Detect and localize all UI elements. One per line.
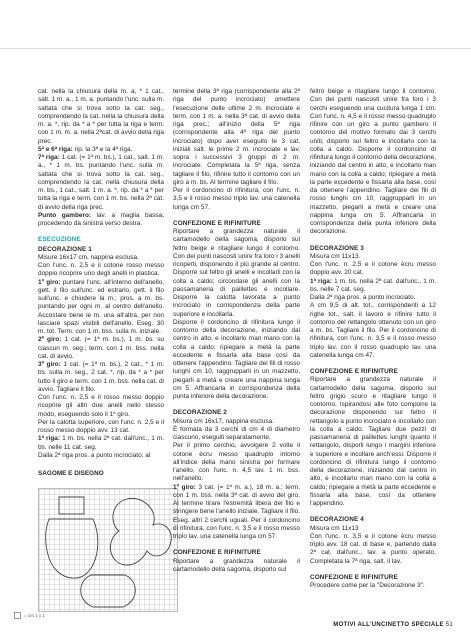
header-rule	[0, 48, 471, 49]
paragraph: Con l'unc. n. 2,5 e il cotone rosso messo doppio ricoprire uno degli anelli in plastica.	[38, 262, 164, 278]
paragraph: 1º giro: 3 cat. (= 1ª m. a.), 18 m. a.; term. con 1 m. bss. nella 3ª cat. di avvio del giro. Al termine tirare l'estremità libera del filo e stringere bene l'anello iniziale. Tagliare il filo. Eseg. altri 2 cerchi uguali. Per il cordoncino di rifinitura, con l'unc. n. 3,5 e il rosso messo triplo lav. una catenella lunga cm 57.	[173, 483, 300, 540]
paragraph: Riportare a grandezza naturale il cartamodello della sagoma, disporlo sul feltro grigio scuro e ritagliare lungo il contorno. Ispirandosi alle foto comporre la decorazione disponendo sul feltro il rettangolo a punto incrociato e incollarlo con la colla a caldo. Tagliare due pezzi di passamaneria di paillettes lunghi quanto il rettangolo, disporli lungo i margini inferiore e superiore e incollare anch'essi. Disporre il cordoncino di rifinitura lungo il contorno della decorazione, iniziando dal centro in alto, e incollarlo man mano con la colla a caldo; ripiegare a metà la parte eccedente e fissarla alla base, così da ottenere l'appendino.	[310, 376, 436, 507]
row-label: 1º giro:	[38, 278, 61, 286]
column-1	[38, 88, 164, 612]
column-3	[310, 88, 436, 590]
subsection-heading: DECORAZIONE 2	[173, 409, 227, 417]
paragraph: 5ª e 6ª riga: rip. la 3ª e la 4ª riga.	[38, 145, 133, 153]
paragraph: Per il primo cerchio, avvolgere 2 volte il cotone ècru messo quadruplo intorno all'indice della mano sinistra per formare l'anello, con l'unc. n. 4,5 lav. 1 m. bss. nell'anello.	[173, 442, 300, 483]
subsection-heading: DECORAZIONE 1	[38, 245, 92, 253]
subsection-heading: CONFEZIONE E RIFINITURE	[310, 573, 398, 581]
template-shape-3	[81, 575, 136, 607]
row-label: 1º giro:	[173, 483, 196, 491]
paragraph: 7ª riga: 1 cat. (= 1ª m. bs.), 1 cat., salt. 1 m. a., * 1 m. bs. puntando l'unc. sulla m. saltata che si trova sotto la cat. seg., comprendendo la cat. nella chiusura della m. bs., 1 cat., salt. 1 m. a. *, rip. da * a * per tutta la riga e term. con 1 m. bs. nella 2ª cat. di avvio della riga prec.	[38, 154, 165, 211]
paragraph: 3º giro: 1 cat. (= 1ª m. bs.), 2 cat., * 1 m. bs. sulla m. seg., 2 cat. *, rip. da * a * per tutto il giro e term. con 1 m. bss. nella cat. di avvio. Tagliare il filo.	[38, 361, 164, 393]
paragraph: Con l'unc. n. 2,5 e il cotone ècru messo doppio avv. 20 cat.	[310, 261, 436, 277]
paragraph: Per il cordoncino di rifinitura, con l'unc. n. 3,5 e il rosso messo triplo lav. una catenella lunga cm 57.	[173, 187, 300, 211]
paragraph: 1ª riga: 1 m. bs. nella 2ª cat. dall'unc., 1 m. bs. nelle 7 cat. seg.	[310, 277, 437, 293]
row-label: 7ª riga:	[38, 154, 60, 161]
paragraph: Per la calotta superiore, con l'unc. n. 2,5 e il rosso messo doppio avv. 13 cat.	[38, 418, 164, 434]
paragraph: Con l'unc. n. 3,5 e il cotone ècru messo triplo avv. 18 cat. di base e, partendo dalla 2ª cat. dall'unc., lav. a punto operato. Completata la 7ª riga, salt. il lav.	[310, 532, 436, 565]
paragraph: È formata da 3 cerchi di cm 4 di diametro ciascuno, eseguiti separatamente.	[173, 425, 300, 441]
paragraph: Misure 16x17 cm, nappina esclusa.	[38, 253, 139, 261]
paragraph: Riportare a grandezza naturale il cartamodello della sagoma, disporlo sul	[173, 557, 300, 573]
paragraph: Dalla 2ª riga pros. a punto incrociato; al	[38, 451, 151, 459]
paragraph: Dalla 2ª riga pros. a punto incrociato.	[310, 294, 416, 301]
row-label: 5ª e 6ª riga:	[38, 145, 73, 153]
template-shape-1	[46, 497, 98, 578]
row-label: Punto gambero:	[38, 211, 92, 219]
row-label: 3º giro:	[38, 361, 61, 368]
grid-legend: = cm 1 x 1	[14, 612, 45, 619]
subsection-heading: CONFEZIONE E RIFINITURE	[173, 549, 261, 557]
template-shapes	[39, 489, 177, 611]
row-label: 1ª riga:	[38, 435, 61, 443]
paragraph: Misura cm 11x13.	[310, 252, 361, 260]
figure-title: SAGOME E DISEGNO	[38, 470, 104, 477]
subsection-heading: DECORAZIONE 4	[310, 516, 364, 524]
row-label: 2º giro:	[38, 336, 62, 344]
paragraph: 1ª riga: 1 m. bs. nella 2ª cat. dall'unc., 1 m. bs. nelle 11 cat. seg.	[38, 435, 165, 451]
subsection-heading: CONFEZIONE E RIFINITURE	[310, 368, 398, 375]
row-label: 1ª riga:	[310, 277, 333, 285]
paragraph: Riportare a grandezza naturale il cartamodello della sagoma, disporlo sul feltro beige e ritagliare lungo il contorno. Con dei punti nascosti unire fra loro i 3 anelli ricoperti, disponendo il più grande al centro. Disporre sul feltro gli anelli e incollarli con la colla a caldo; circondare gli anelli con la passamaneria di paillettes e incollare. Disporre la calotta lavorata a punto incrociato in corrispondenza della parte superiore e incollarla.	[173, 228, 300, 318]
paragraph: Con l'unc. n. 2,5 e il rosso messo doppio ricoprire gli altri due anelli nello stesso modo, eseguendo solo il 1º giro.	[38, 394, 164, 418]
paragraph: cat. nella la chiusura della m. a, * 1 cat., salt. 1 m. a., 1 m. a. puntando l'unc. sulla m. saltata che si trova sotto la cat. seg., comprendendo la cat. nella la chiusura della m. a. *, rip. da * a * per tutta la riga e term. con 1 m. m. a. nella 2ªcat. di avvio della riga prec.	[38, 88, 164, 145]
paragraph: Procedere come per la "Decorazione 3".	[310, 582, 425, 589]
section-heading: ESECUZIONE	[38, 236, 81, 244]
template-shape-2	[110, 499, 171, 566]
subsection-heading: DECORAZIONE 3	[310, 244, 364, 252]
page-number: 51	[445, 622, 453, 628]
magazine-title: MOTIVI ALL'UNCINETTO SPECIALE	[333, 622, 444, 628]
paragraph: Misura cm 16x17, nappina esclusa.	[173, 417, 274, 425]
page-footer	[333, 622, 453, 628]
paragraph: Punto gambero: lav. a maglia bassa, procedendo da sinistra verso destra.	[38, 211, 164, 227]
paragraph: Disporre il cordoncino di rifinitura lungo il contorno della decorazione, iniziando dal centro in alto, e incollarlo man mano con la colla a caldo; ripiegare a metà la parte eccedente e fissarla alla base così da ottenere l'appendino. Tagliare dei fili di rosso lunghi cm 10, raggrupparli in un mazzetto, piegarli a metà e creare una nappina lunga cm 5. Affrancarla in corrispondenza della punta inferiore della decorazione.	[173, 318, 300, 400]
pattern-grid	[38, 488, 178, 612]
paragraph: feltro beige e ritagliare lungo il contorno. Con dei punti nascosti unire fra loro i 3 cerchi eseguendo una cucitura lunga 1 cm. Con l'unc. n. 4,5 e il rosso messo quadruplo rifinire con un giro a punto gambero il contorno del motivo formato dai 3 cerchi uniti; disporlo sul feltro e incollarlo con la colla a caldo. Disporre il cordoncino di rifinitura lungo il contorno della decorazione, iniziando dal centro in alto, e incollarlo man mano con la colla a caldo; ripiegare a metà la parte eccedente e fissarla alla base, così da ottenere l'appendino. Tagliare dei fili di rosso lunghi cm 10, raggrupparli in un mazzetto, piegarli a metà e creare una nappina lunga cm 5. Affrancarla in corrispondenza della punta inferiore della decorazione.	[310, 88, 436, 236]
paragraph: Misura cm 11x13	[310, 524, 359, 532]
subsection-heading: CONFEZIONE E RIFINITURE	[173, 219, 261, 227]
paragraph: A cm 9,5 di alt. tot., corrispondenti a 12 righe tot., salt. il lavoro e rifinire tutto il contorno del rettangolo ottenuto con un giro a m. bs. Tagliare il filo. Per il cordoncino di rifinitura, con l'unc. n. 3,5 e il rosso messo triplo lav. con il rosso quadruplo lav. una catenella lunga cm 47.	[310, 302, 436, 359]
legend-square-icon	[14, 612, 21, 619]
paragraph: termine della 3ª riga (corrispondente alla 2ª riga del punto incrociato) omettere l'esecuzione delle ultime 2 m. incrociate e term. con 1 m. a. nella 3ª cat. di avvio della riga prec.; all'inizio della 5ª riga (corrispondente alla 4ª riga del punto incrociato) dopo aver eseguito le 3 cat. iniziali salt. le prime 2 m. incrociate e lav. sopra i successivi 3 gruppi di 2 m. incrociate. Completata la 5ª riga, senza tagliare il filo, rifinire tutto il contorno con un giro a m. bs. Al termine tagliare il filo.	[173, 88, 300, 186]
paragraph: 2º giro: 1 cat. (= 1ª m. bs.), 1 m. bs. su ciascun m. seg.; term. con 1 m. bss. nella cat. di avvio.	[38, 336, 164, 360]
paragraph: 1º giro: puntare l'unc. all'interno dell'anello, gett. il filo sull'unc. ed estrarlo, gett. il filo sull'unc. e chiudere la m.; pros. a m. bs. puntando per ogni m. al centro dell'anello. Accostare bene le m. una all'altra, per non lasciare spazi visibili dell'anello. Eseg. 30 m. tot. Term. con 1 m. bss. sulla m. iniziale.	[38, 278, 164, 335]
column-2	[173, 88, 300, 574]
